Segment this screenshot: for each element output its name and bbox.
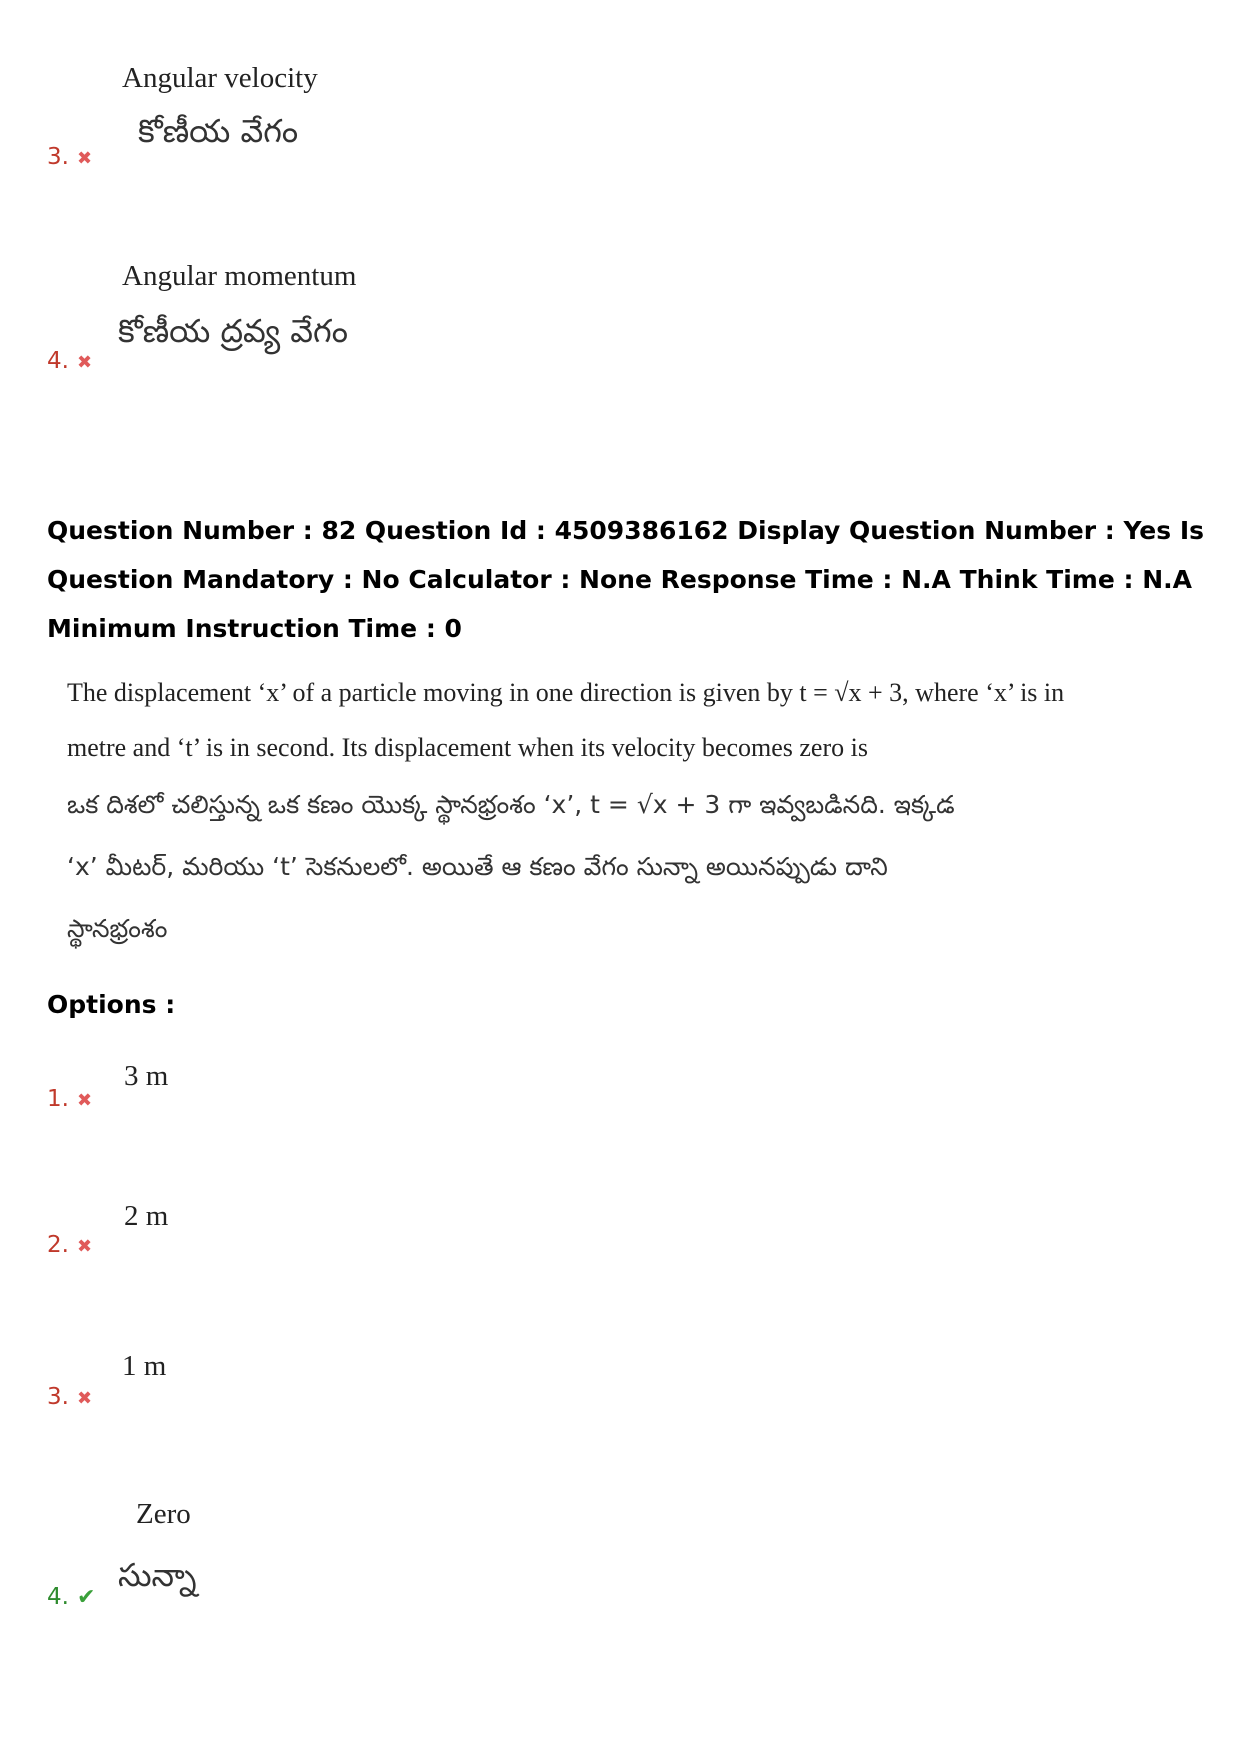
cross-icon: ✖ (76, 1236, 93, 1257)
question-english-line-2: metre and ‘t’ is in second. Its displacement when its velocity becomes zero is (67, 733, 868, 762)
option-number: 3. (47, 144, 69, 170)
option-4-english: Zero (136, 1498, 191, 1530)
question-meta: Question Number : 82 Question Id : 4509386162 Display Question Number : Yes Is Question Mandatory : No Calculator : None Response Time : N.A Think Time : N.A Minimum Instruction Time : 0 (47, 516, 1205, 643)
prev-option-4-telugu: కోణీయ ద్రవ్య వేగం (118, 312, 348, 350)
prev-option-3-telugu: కోణీయ వేగం (138, 112, 299, 150)
option-number: 4. (47, 348, 69, 374)
option-number: 1. (47, 1086, 69, 1112)
prev-option-4-marker (47, 348, 92, 374)
option-number: 3. (47, 1384, 69, 1410)
option-number: 4. (47, 1584, 69, 1610)
cross-icon: ✖ (76, 352, 93, 373)
cross-icon: ✖ (76, 148, 93, 169)
cross-icon: ✖ (76, 1090, 93, 1111)
question-english-line-1: The displacement ‘x’ of a particle moving in one direction is given by t = √x + 3, where ‘x’ is in (67, 678, 1065, 707)
option-4-telugu: సున్నా (118, 1556, 197, 1594)
question-telugu-line-3: స్థానభ్రంశం (67, 914, 168, 943)
prev-option-3-marker (47, 144, 92, 170)
prev-option-3-english: Angular velocity (122, 62, 318, 94)
option-3-marker (47, 1384, 92, 1410)
option-2-marker (47, 1232, 92, 1258)
option-1-text: 3 m (124, 1060, 169, 1092)
option-number: 2. (47, 1232, 69, 1258)
cross-icon: ✖ (76, 1388, 93, 1409)
prev-option-4-english: Angular momentum (122, 260, 357, 292)
option-2-text: 2 m (124, 1200, 169, 1232)
options-label: Options : (47, 990, 176, 1019)
check-icon: ✔ (76, 1585, 96, 1610)
question-telugu-line-2: ‘x’ మీటర్, మరియు ‘t’ సెకనులలో. అయితే ఆ కణం వేగం సున్నా అయినప్పుడు దాని (67, 852, 888, 881)
option-3-text: 1 m (122, 1350, 167, 1382)
option-4-marker (47, 1584, 95, 1610)
question-telugu-line-1: ఒక దిశలో చలిస్తున్న ఒక కణం యొక్క స్థానభ్రంశం ‘x’, t = √x + 3 గా ఇవ్వబడినది. ఇక్కడ (67, 790, 955, 819)
option-1-marker (47, 1086, 92, 1112)
